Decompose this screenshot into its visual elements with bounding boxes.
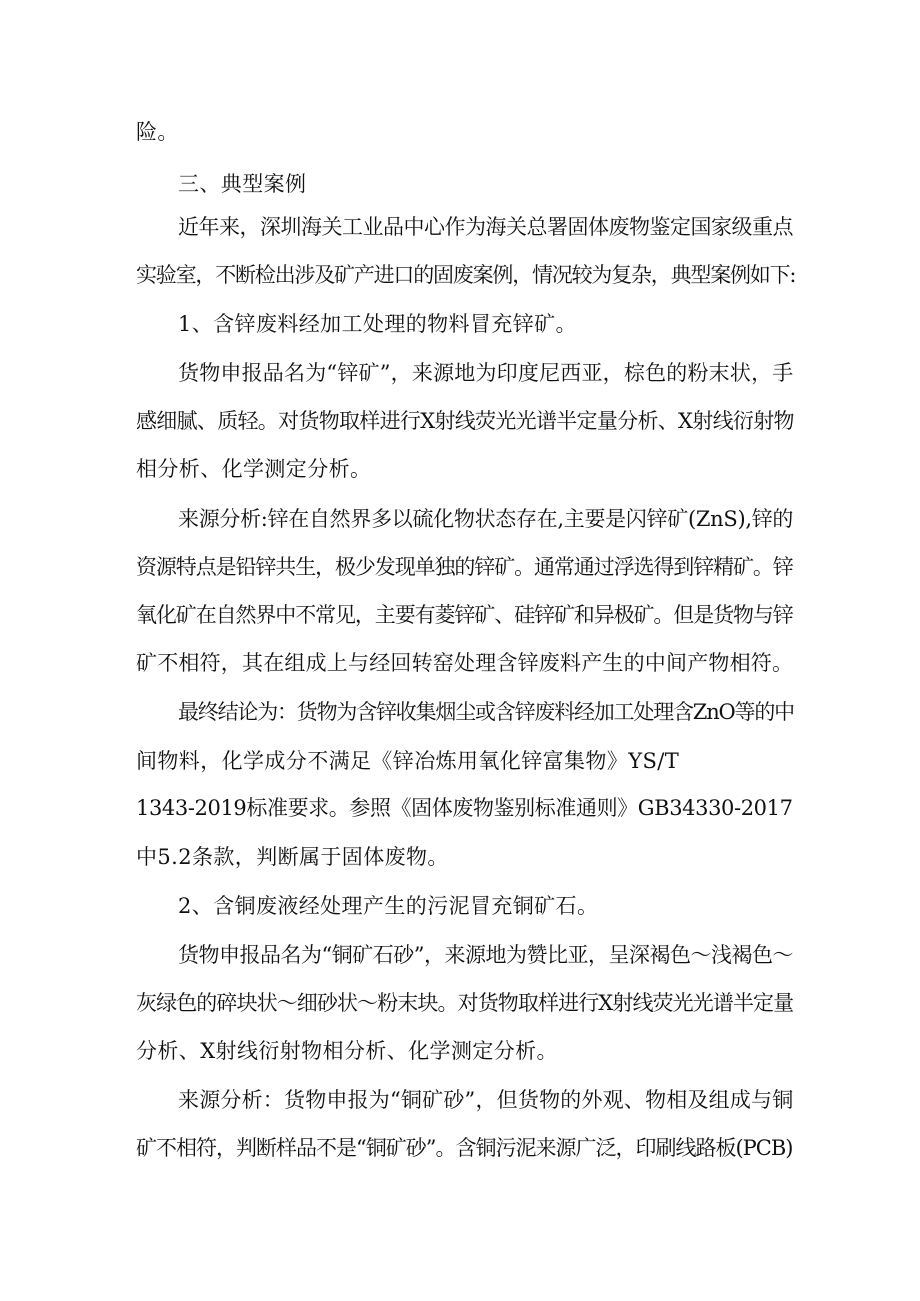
text-line: 灰绿色的碎块状～细砂状～粉末块。对货物取样进行X射线荧光光谱半定量 — [136, 991, 794, 1015]
text-line: 最终结论为：货物为含锌收集烟尘或含锌废料经加工处理含ZnO等的中 — [178, 700, 794, 724]
case-heading: 1、含锌废料经加工处理的物料冒充锌矿。 — [178, 312, 577, 336]
text-line: 资源特点是铅锌共生，极少发现单独的锌矿。通常通过浮选得到锌精矿。锌 — [136, 555, 793, 579]
text-line: 中5.2条款，判断属于固体废物。 — [136, 845, 449, 869]
text-line: 货物申报品名为“铜矿石砂”，来源地为赞比亚，呈深褐色～浅褐色～ — [178, 943, 793, 967]
case-heading: 2、含铜废液经处理产生的污泥冒充铜矿石。 — [178, 894, 599, 918]
text-line: 分析、X射线衍射物相分析、化学测定分析。 — [136, 1039, 558, 1063]
text-line: 相分析、化学测定分析。 — [136, 457, 372, 481]
text-line: 货物申报品名为“锌矿”，来源地为印度尼西亚，棕色的粉末状，手 — [178, 361, 794, 385]
section-heading: 三、典型案例 — [178, 172, 307, 196]
text-line: 来源分析:锌在自然界多以硫化物状态存在,主要是闪锌矿(ZnS),锌的 — [178, 507, 794, 531]
text-line: 矿不相符，判断样品不是“铜矿砂”。含铜污泥来源广泛，印刷线路板(PCB) — [136, 1136, 793, 1160]
text-line: 来源分析：货物申报为“铜矿砂”，但货物的外观、物相及组成与铜 — [178, 1088, 794, 1112]
text-line: 险。 — [136, 120, 179, 144]
text-line: 近年来，深圳海关工业品中心作为海关总署固体废物鉴定国家级重点 — [178, 215, 793, 239]
text-line: 感细腻、质轻。对货物取样进行X射线荧光光谱半定量分析、X射线衍射物 — [136, 409, 794, 433]
text-line: 氧化矿在自然界中不常见，主要有菱锌矿、硅锌矿和异极矿。但是货物与锌 — [136, 603, 793, 627]
text-line: 间物料，化学成分不满足《锌冶炼用氧化锌富集物》YS/T — [136, 749, 680, 773]
text-line: 实验室，不断检出涉及矿产进口的固废案例，情况较为复杂，典型案例如下: — [136, 263, 796, 287]
text-line: 1343-2019标准要求。参照《固体废物鉴别标准通则》GB34330-2017 — [136, 796, 793, 820]
text-line: 矿不相符，其在组成上与经回转窑处理含锌废料产生的中间产物相符。 — [136, 651, 794, 675]
